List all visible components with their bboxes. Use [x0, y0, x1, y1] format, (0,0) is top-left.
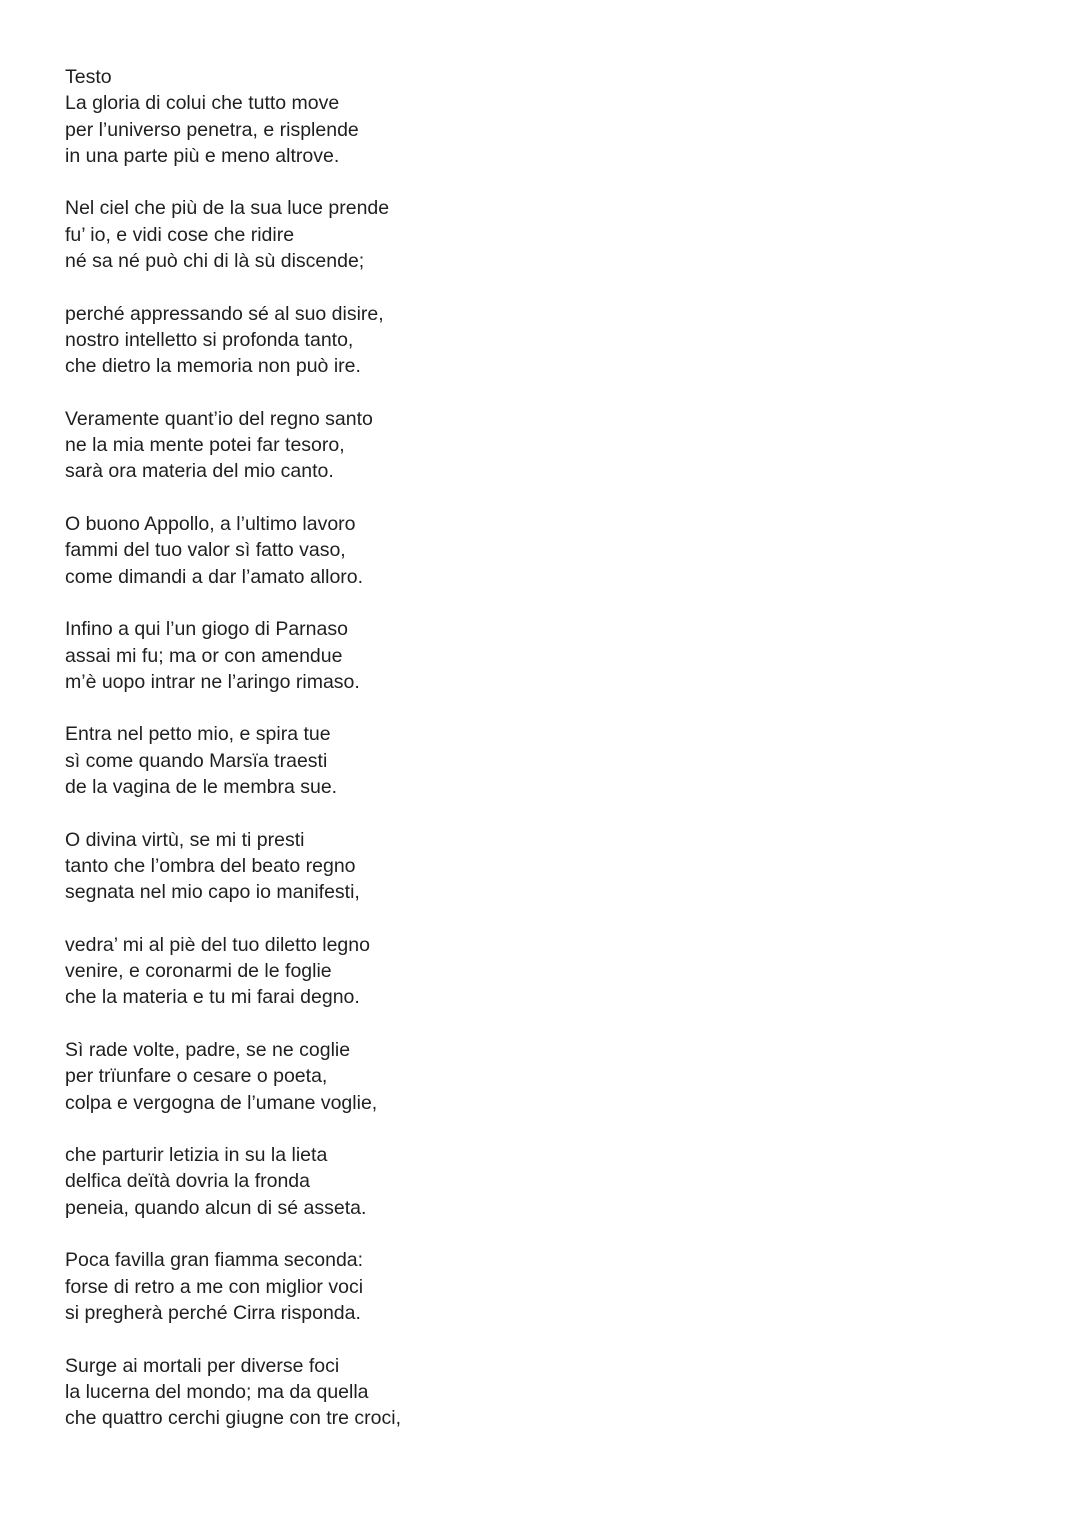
poem-line: assai mi fu; ma or con amendue [65, 644, 343, 667]
poem-line: Surge ai mortali per diverse foci [65, 1354, 340, 1377]
poem-line: La gloria di colui che tutto move [65, 92, 340, 115]
poem-stanza [65, 616, 965, 695]
poem-stanza [65, 90, 965, 169]
poem-line: colpa e vergogna de l’umane voglie, [65, 1091, 378, 1114]
poem-line: O divina virtù, se mi ti presti [65, 828, 305, 851]
poem-line: Entra nel petto mio, e spira tue [65, 723, 331, 746]
poem-line: che la materia e tu mi farai degno. [65, 986, 360, 1009]
poem-line: Veramente quant’io del regno santo [65, 407, 373, 430]
poem-line: in una parte più e meno altrove. [65, 144, 340, 167]
poem-line: che dietro la memoria non può ire. [65, 355, 361, 378]
poem-line: perché appressando sé al suo disire, [65, 302, 384, 325]
poem-line: O buono Appollo, a l’ultimo lavoro [65, 513, 356, 536]
poem-line: Sì rade volte, padre, se ne coglie [65, 1038, 351, 1061]
poem-stanza [65, 932, 965, 1011]
poem-line: nostro intelletto si profonda tanto, [65, 328, 354, 351]
poem-stanza [65, 1247, 965, 1326]
poem-stanza [65, 301, 965, 380]
poem-line: Nel ciel che più de la sua luce prende [65, 197, 390, 220]
poem-line: tanto che l’ombra del beato regno [65, 854, 356, 877]
poem-line: per trïunfare o cesare o poeta, [65, 1065, 328, 1088]
poem-line: fammi del tuo valor sì fatto vaso, [65, 539, 346, 562]
poem-line: sarà ora materia del mio canto. [65, 460, 334, 483]
poem-stanza [65, 511, 965, 590]
poem-line: segnata nel mio capo io manifesti, [65, 881, 360, 904]
poem-stanza [65, 195, 965, 274]
poem-stanza [65, 721, 965, 800]
poem-line: Poca favilla gran fiamma seconda: [65, 1249, 364, 1272]
poem-line: si pregherà perché Cirra risponda. [65, 1301, 361, 1324]
poem-line: vedra’ mi al piè del tuo diletto legno [65, 933, 370, 956]
poem-body [65, 90, 965, 1431]
poem-stanza [65, 1353, 965, 1432]
poem-line: delfica deïtà dovria la fronda [65, 1170, 310, 1193]
poem-stanza [65, 1142, 965, 1221]
poem-line: fu’ io, e vidi cose che ridire [65, 223, 295, 246]
document-page [65, 64, 965, 1458]
poem-line: che quattro cerchi giugne con tre croci, [65, 1407, 402, 1430]
poem-line: per l’universo penetra, e risplende [65, 118, 359, 141]
poem-line: ne la mia mente potei far tesoro, [65, 434, 345, 457]
poem-line: come dimandi a dar l’amato alloro. [65, 565, 364, 588]
poem-stanza [65, 406, 965, 485]
poem-line: de la vagina de le membra sue. [65, 776, 338, 799]
poem-line: m’è uopo intrar ne l’aringo rimaso. [65, 670, 360, 693]
poem-line: peneia, quando alcun di sé asseta. [65, 1196, 367, 1219]
poem-line: la lucerna del mondo; ma da quella [65, 1380, 369, 1403]
poem-line: venire, e coronarmi de le foglie [65, 960, 332, 983]
poem-line: forse di retro a me con miglior voci [65, 1275, 364, 1298]
poem-line: sì come quando Marsïa traesti [65, 749, 328, 772]
poem-line: che parturir letizia in su la lieta [65, 1144, 328, 1167]
document-heading: Testo [65, 66, 112, 88]
poem-stanza [65, 827, 965, 906]
poem-line: né sa né può chi di là sù discende; [65, 250, 365, 273]
poem-line: Infino a qui l’un giogo di Parnaso [65, 618, 348, 641]
poem-stanza [65, 1037, 965, 1116]
